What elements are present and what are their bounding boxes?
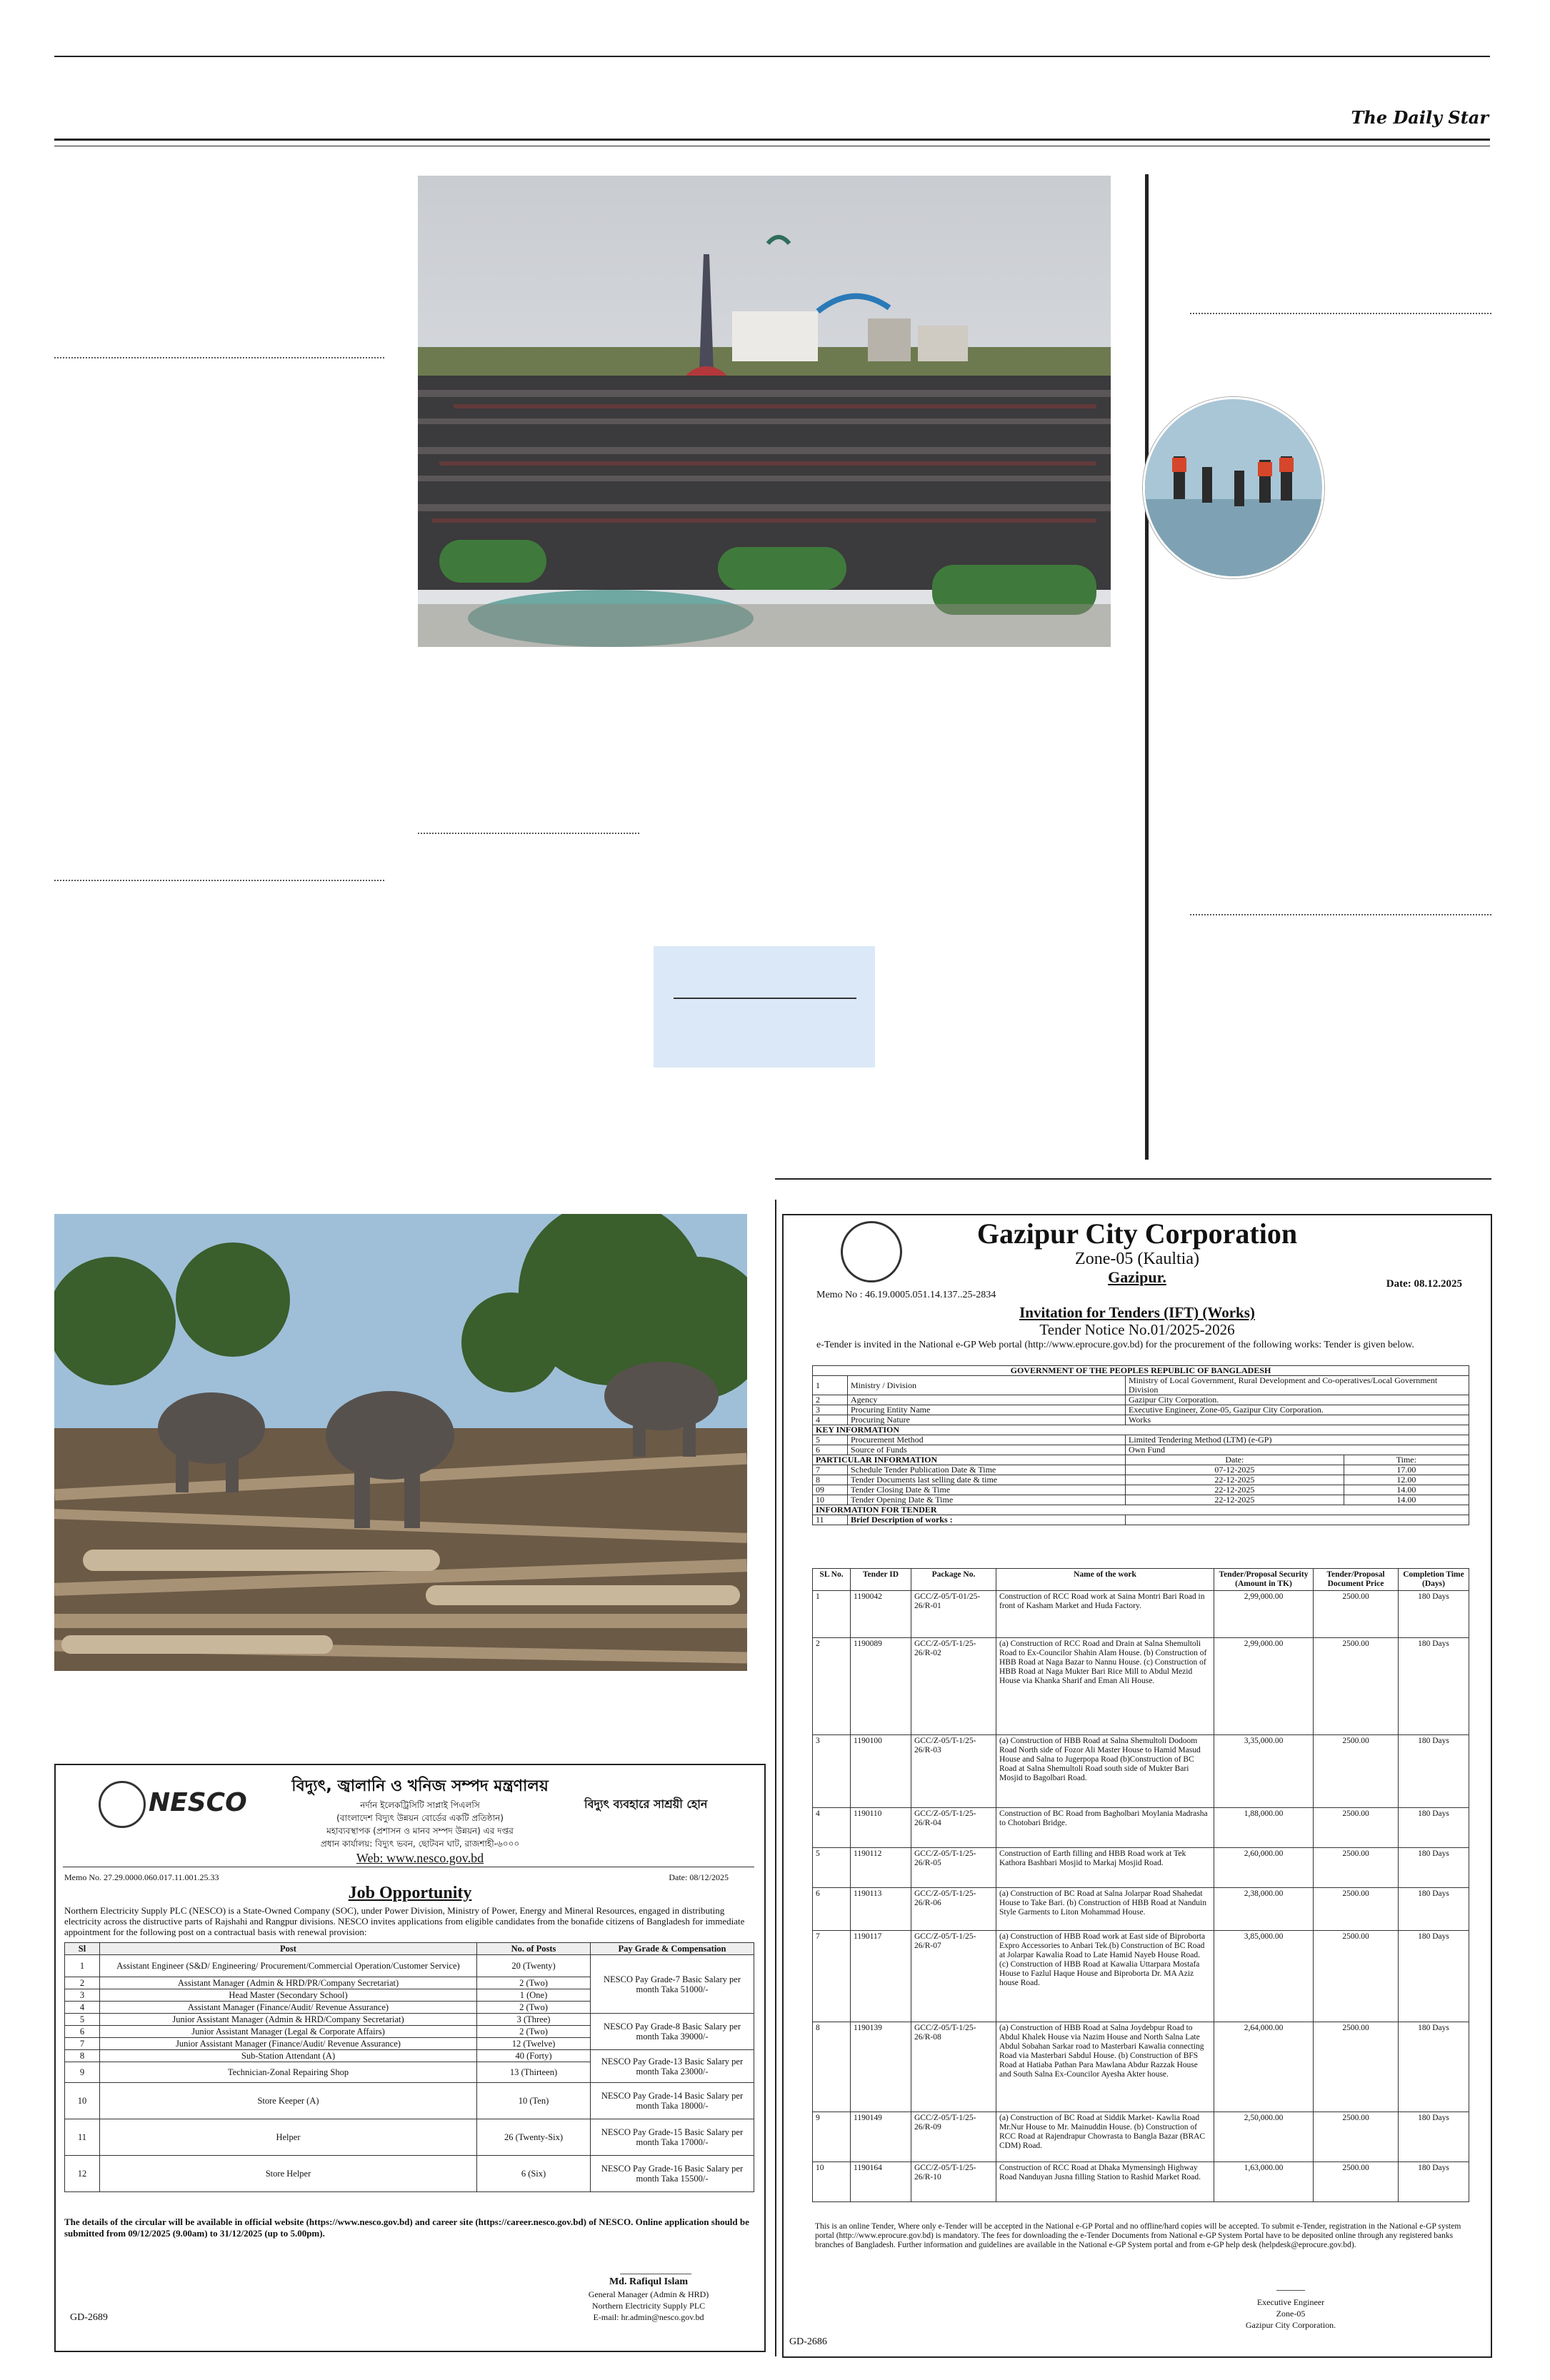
cell: 180 Days [1399, 1888, 1469, 1931]
table-row [813, 1475, 1469, 1485]
table-row [813, 1485, 1469, 1495]
cell: Gazipur City Corporation. [1126, 1395, 1469, 1405]
cell: GCC/Z-05/T-01/25-26/R-01 [911, 1591, 996, 1638]
cell: 3 [65, 1989, 100, 2002]
cell: Store Keeper (A) [100, 2083, 477, 2119]
elephants-logs-image [54, 1214, 747, 1671]
cell: 20 (Twenty) [477, 1955, 591, 1977]
cell: (a) Construction of HBB Road at Salna Shemultoli Dodoom Road North side of Fozor Ali Master House to Hamid Masud House and Salna to Jugerpopa Road (b)Construction of BC Road at Salna Shemultoli Road south side of Mukter Bari Mosjid to Bagolbari Road. [996, 1735, 1214, 1808]
cell: 3,85,000.00 [1214, 1931, 1314, 2022]
cell: 2500.00 [1314, 2022, 1399, 2112]
section-divider [775, 1200, 776, 2356]
cell: Construction of Earth filling and HBB Road work at Tek Kathora Bashbari Mosjid to Markaj Mosjid Road. [996, 1848, 1214, 1888]
cell: 2,60,000.00 [1214, 1848, 1314, 1888]
cell: GCC/Z-05/T-1/25-26/R-10 [911, 2162, 996, 2202]
cell [1126, 1515, 1469, 1525]
section-header: KEY INFORMATION [813, 1425, 1469, 1435]
cell: 6 (Six) [477, 2156, 591, 2192]
cell: Junior Assistant Manager (Legal & Corporate Affairs) [100, 2026, 477, 2038]
cell: 180 Days [1399, 1591, 1469, 1638]
cell: (a) Construction of HBB Road at Salna Joydebpur Road to Abdul Khalek House via Nazim House and North Salna Late Abdul Sobahan Sarkar road to Masterbari Kawalia connecting Road via Masterbari Sabdul House. (b) Construction of BFS Road at Hatiaba Pathan Para Mawlana Abdur Razzak House and South Salna Ex-Councilor Ayesha Akter house. [996, 2022, 1214, 2112]
table-row [813, 1808, 1469, 1848]
nesco-signer-title-1: General Manager (Admin & HRD) [588, 2289, 709, 2299]
cell: 4 [813, 1808, 851, 1848]
gcc-tender-ad [782, 1214, 1492, 2358]
table-row [813, 1445, 1469, 1455]
cell: Own Fund [1126, 1445, 1469, 1455]
gcc-city: Gazipur. [1108, 1268, 1166, 1286]
cell: Ministry of Local Government, Rural Development and Co-operatives/Local Government Division [1126, 1376, 1469, 1395]
cell: 2,64,000.00 [1214, 2022, 1314, 2112]
cell: 180 Days [1399, 1638, 1469, 1735]
cell: Tender Documents last selling date & time [848, 1475, 1126, 1485]
cell: 2 (Two) [477, 2026, 591, 2038]
cell: 10 [813, 2162, 851, 2202]
gcc-notice: Tender Notice No.01/2025-2026 [1039, 1321, 1235, 1338]
cell: 11 [813, 1515, 848, 1525]
info-box-rule [674, 998, 856, 999]
cell: 8 [65, 2050, 100, 2062]
signature [1276, 2269, 1305, 2291]
gov-header: GOVERNMENT OF THE PEOPLES REPUBLIC OF BANGLADESH [813, 1366, 1469, 1376]
cell: 180 Days [1399, 2112, 1469, 2162]
gcc-signer-3: Gazipur City Corporation. [1245, 2320, 1336, 2330]
cell: 12.00 [1344, 1475, 1469, 1485]
cell: 180 Days [1399, 1808, 1469, 1848]
cell: 1,63,000.00 [1214, 2162, 1314, 2202]
gcc-footer: This is an online Tender, Where only e-Tender will be accepted in the National e-GP Portal and no offline/hard copies will be accepted. To submit e-Tender, registration in the National e-GP system portal (http://www.eprocure.gov.bd) is mandatory. The fees for downloading the e-Tender Documents from National e-GP System Portal have to be deposited online through any registered banks branches of Bangladesh. Further information and guidelines are available in the National e-GP System portal and from e-GP help desk (helpdesk@eprocure.gov.bd). [815, 2222, 1461, 2249]
nesco-footer: The details of the circular will be available in official website (https://www.nesco.gov.bd) and career site (https://career.nesco.gov.bd) of NESCO. Online application should be submitted from 09/12/2025 (9.00am) to 31/12/2025 (up to 5.00pm). [64, 2216, 749, 2239]
cell: 3,35,000.00 [1214, 1735, 1314, 1808]
cell: Construction of RCC Road at Dhaka Mymensingh Highway Road Nanduyan Jusna filling Station to Rashid Market Road. [996, 2162, 1214, 2202]
nesco-job-ad [54, 1764, 766, 2352]
col-header: Sl [65, 1943, 100, 1955]
cell: 1 (One) [477, 1989, 591, 2002]
gcc-invitation: Invitation for Tenders (IFT) (Works) [1019, 1304, 1255, 1321]
cell: 1190089 [851, 1638, 911, 1735]
cell: Construction of RCC Road work at Saina Montri Bari Road in front of Kasham Market and Huda Factory. [996, 1591, 1214, 1638]
nesco-signer-email[interactable]: E-mail: hr.admin@nesco.gov.bd [593, 2312, 704, 2322]
cell: 180 Days [1399, 1848, 1469, 1888]
col-header: SL No. [813, 1569, 851, 1591]
table-row [813, 1435, 1469, 1445]
cell: (a) Construction of HBB Road work at East side of Biproborta Expro Accessories to Anbari Tek.(b) Construction of BC Road at Jolarpar Kawalia Road to Late Hamid Nayeb House Road. (c) Construction of HBB Road at Kawalia Uttarpara Mostafa House to Fazlul Haque House and Biproborta Dr. MA Aziz house Road. [996, 1931, 1214, 2022]
cell: 1190042 [851, 1591, 911, 1638]
cell: Tender Closing Date & Time [848, 1485, 1126, 1495]
crowd-plaza-image [418, 176, 1111, 647]
cell: GCC/Z-05/T-1/25-26/R-05 [911, 1848, 996, 1888]
cell: 1 [813, 1376, 848, 1395]
col-header: Post [100, 1943, 477, 1955]
section-rule [775, 1178, 1491, 1180]
cell: 2 [65, 1977, 100, 1989]
gcc-works-table [812, 1568, 1469, 2202]
nesco-logo: NESCO [149, 1788, 247, 1817]
cell: Head Master (Secondary School) [100, 1989, 477, 2002]
table-row [813, 1425, 1469, 1435]
ad-code: GD-2689 [70, 2312, 108, 2323]
table-row [813, 1455, 1469, 1465]
gcc-signer-2: Zone-05 [1276, 2309, 1306, 2319]
cell: 1190149 [851, 2112, 911, 2162]
cell: 2,38,000.00 [1214, 1888, 1314, 1931]
cell: 22-12-2025 [1126, 1475, 1344, 1485]
cell: 7 [65, 2038, 100, 2050]
table-row [65, 2119, 754, 2156]
gcc-intro: e-Tender is invited in the National e-GP Web portal (http://www.eprocure.gov.bd) for the procurement of the following works: Tender is given below. [816, 1340, 1414, 1350]
cell: 1190113 [851, 1888, 911, 1931]
cell: 4 [813, 1415, 848, 1425]
cell: 9 [65, 2062, 100, 2083]
cell: 22-12-2025 [1126, 1495, 1344, 1505]
cell: Tender Opening Date & Time [848, 1495, 1126, 1505]
nesco-logo-seal [99, 1781, 146, 1828]
cell: 2500.00 [1314, 1931, 1399, 2022]
cell: 180 Days [1399, 2022, 1469, 2112]
table-row [813, 1515, 1469, 1525]
cell: Schedule Tender Publication Date & Time [848, 1465, 1126, 1475]
cell: 1190100 [851, 1735, 911, 1808]
table-row [813, 2112, 1469, 2162]
main-photo [418, 176, 1111, 647]
nesco-org-2: (বাংলাদেশ বিদ্যুৎ উন্নয়ন বোর্ডের একটি প্রতিষ্ঠান) [336, 1813, 504, 1823]
section-header: PARTICULAR INFORMATION [813, 1455, 1126, 1465]
cell: 14.00 [1344, 1485, 1469, 1495]
col-header: Tender/Proposal Document Price [1314, 1569, 1399, 1591]
cell: Works [1126, 1415, 1469, 1425]
cell: 2,50,000.00 [1214, 2112, 1314, 2162]
cell: 2 [813, 1638, 851, 1735]
cell: Procurement Method [848, 1435, 1126, 1445]
cell: Brief Description of works : [848, 1515, 1126, 1525]
nesco-post-table [64, 1942, 754, 2192]
cell: NESCO Pay Grade-14 Basic Salary per month Taka 18000/- [591, 2083, 754, 2119]
cell: 180 Days [1399, 1735, 1469, 1808]
info-box [654, 946, 875, 1068]
cell: 2 (Two) [477, 2002, 591, 2014]
separator [54, 357, 384, 358]
cell: 1190110 [851, 1808, 911, 1848]
cell: 14.00 [1344, 1495, 1469, 1505]
cell: 2500.00 [1314, 1808, 1399, 1848]
cell: Assistant Manager (Admin & HRD/PR/Company Secretariat) [100, 1977, 477, 1989]
table-row [813, 1415, 1469, 1425]
cell: Source of Funds [848, 1445, 1126, 1455]
cell: 3 (Three) [477, 2014, 591, 2026]
gcc-memo: Memo No : 46.19.0005.051.14.137..25-2834 [816, 1290, 996, 1300]
nesco-title: Job Opportunity [348, 1884, 472, 1902]
table-row [813, 1735, 1469, 1808]
table-row [813, 1495, 1469, 1505]
cell: NESCO Pay Grade-8 Basic Salary per month Taka 39000/- [591, 2014, 754, 2050]
nesco-memo: Memo No. 27.29.0000.060.017.11.001.25.33 [64, 1872, 219, 1882]
cell: (a) Construction of BC Road at Siddik Market- Kawlia Road Mr.Nur House to Mr. Mainuddin House. (b) Construction of RCC Road at Rajendrapur Chowrasta to Bangla Bazar (BRAC CDM) Road. [996, 2112, 1214, 2162]
cell: 2500.00 [1314, 1638, 1399, 1735]
gcc-zone: Zone-05 (Kaultia) [1075, 1250, 1199, 1268]
cell: Construction of BC Road from Bagholbari Moylania Madrasha to Chotobari Bridge. [996, 1808, 1214, 1848]
cell: 2,99,000.00 [1214, 1591, 1314, 1638]
cell: Assistant Manager (Finance/Audit/ Revenue Assurance) [100, 2002, 477, 2014]
table-row [65, 2156, 754, 2192]
cell: 5 [813, 1848, 851, 1888]
table-row [813, 1931, 1469, 2022]
inset-photo [1143, 397, 1324, 578]
cell: 13 (Thirteen) [477, 2062, 591, 2083]
col-header: No. of Posts [477, 1943, 591, 1955]
cell: (a) Construction of RCC Road and Drain at Salna Shemultoli Road to Ex-Councilor Shahin Alam House. (b) Construction of HBB Road at Naga Bazar to Nannu House. (c) Construction of HBB Road at Naga Mukter Bari Rice Mill to Abdul Mezid House via Khanka Sharif and Eman Ali House. [996, 1638, 1214, 1735]
masthead-rule-1 [54, 139, 1490, 141]
table-row [813, 1591, 1469, 1638]
cell: GCC/Z-05/T-1/25-26/R-09 [911, 2112, 996, 2162]
cell: 6 [813, 1888, 851, 1931]
col-header: Tender/Proposal Security (Amount in TK) [1214, 1569, 1314, 1591]
cell: 2 (Two) [477, 1977, 591, 1989]
table-row [65, 2050, 754, 2062]
cell: GCC/Z-05/T-1/25-26/R-04 [911, 1808, 996, 1848]
separator [1190, 914, 1491, 915]
cell: 1 [813, 1591, 851, 1638]
cell: 2,99,000.00 [1214, 1638, 1314, 1735]
cell: 1190164 [851, 2162, 911, 2202]
cell: Store Helper [100, 2156, 477, 2192]
cell: Limited Tendering Method (LTM) (e-GP) [1126, 1435, 1469, 1445]
cell: 4 [65, 2002, 100, 2014]
cell: 1190112 [851, 1848, 911, 1888]
cell: 7 [813, 1931, 851, 2022]
separator [54, 880, 384, 881]
nesco-org-4: প্রধান কার্যালয়: বিদ্যুৎ ভবন, ছোটবন ঘাট, রাজশাহী-৬০০০ [320, 1839, 520, 1849]
cell: Procuring Entity Name [848, 1405, 1126, 1415]
gcc-date: Date: 08.12.2025 [1386, 1278, 1462, 1290]
cell: 2500.00 [1314, 1848, 1399, 1888]
cell: Assistant Engineer (S&D/ Engineering/ Procurement/Commercial Operation/Customer Service) [100, 1955, 477, 1977]
cell: 09 [813, 1485, 848, 1495]
cell: Helper [100, 2119, 477, 2156]
cell: Sub-Station Attendant (A) [100, 2050, 477, 2062]
cell: 8 [813, 2022, 851, 2112]
cell: Ministry / Division [848, 1376, 1126, 1395]
cell: 7 [813, 1465, 848, 1475]
cell: Technician-Zonal Repairing Shop [100, 2062, 477, 2083]
top-rule [54, 56, 1490, 57]
cell: 1 [65, 1955, 100, 1977]
elephant-photo [54, 1214, 747, 1671]
cell: 6 [813, 1445, 848, 1455]
table-row [813, 1465, 1469, 1475]
gcc-signer-1: Executive Engineer [1256, 2297, 1325, 2307]
table-row [65, 1955, 754, 1977]
nesco-intro: Northern Electricity Supply PLC (NESCO) is a State-Owned Company (SOC), under Power Division, Ministry of Power, Energy and Mineral Resources, engaged in distributing electricity across the distructive parts of Rajshahi and Rangpur divisions. NESCO invites applications from eligible candidates from the bonafide citizens of Bangladesh for immediate appointment for the following post on a contractual basis with renewal provision: [64, 1905, 745, 1937]
cell: Executive Engineer, Zone-05, Gazipur City Corporation. [1126, 1405, 1469, 1415]
cell: 8 [813, 1475, 848, 1485]
cell: 12 [65, 2156, 100, 2192]
signature [620, 2245, 691, 2274]
time-header: Time: [1344, 1455, 1469, 1465]
cell: NESCO Pay Grade-16 Basic Salary per month Taka 15500/- [591, 2156, 754, 2192]
nesco-date: Date: 08/12/2025 [669, 1872, 729, 1882]
cell: Agency [848, 1395, 1126, 1405]
col-header: Package No. [911, 1569, 996, 1591]
col-header: Pay Grade & Compensation [591, 1943, 754, 1955]
table-row [813, 1505, 1469, 1515]
cell: 5 [813, 1435, 848, 1445]
table-row [813, 2022, 1469, 2112]
table-row [813, 1888, 1469, 1931]
separator [1190, 313, 1491, 314]
gcc-info-table [812, 1365, 1469, 1525]
cell: Junior Assistant Manager (Finance/Audit/ Revenue Assurance) [100, 2038, 477, 2050]
cell: GCC/Z-05/T-1/25-26/R-08 [911, 2022, 996, 2112]
table-row [813, 1395, 1469, 1405]
cell: 2500.00 [1314, 2112, 1399, 2162]
table-row [65, 2083, 754, 2119]
cell: 9 [813, 2112, 851, 2162]
cell: 3 [813, 1735, 851, 1808]
cell: 3 [813, 1405, 848, 1415]
col-header: Completion Time (Days) [1399, 1569, 1469, 1591]
nesco-ministry: বিদ্যুৎ, জ্বালানি ও খনিজ সম্পদ মন্ত্রণালয় [291, 1777, 549, 1795]
cell: GCC/Z-05/T-1/25-26/R-02 [911, 1638, 996, 1735]
table-row [813, 2162, 1469, 2202]
table-row [813, 1376, 1469, 1395]
col-header: Name of the work [996, 1569, 1214, 1591]
cell: 22-12-2025 [1126, 1485, 1344, 1495]
cell: 1190139 [851, 2022, 911, 2112]
cell: 12 (Twelve) [477, 2038, 591, 2050]
cell: 180 Days [1399, 2162, 1469, 2202]
people-in-water-image [1145, 399, 1322, 576]
table-row [813, 1638, 1469, 1735]
cell: 2500.00 [1314, 1735, 1399, 1808]
cell: NESCO Pay Grade-13 Basic Salary per month Taka 23000/- [591, 2050, 754, 2083]
cell: (a) Construction of BC Road at Salna Jolarpar Road Shahedat House to Take Bari. (b) Construction of HBB Road at Nanduin Style Garments to Liton Mohammad House. [996, 1888, 1214, 1931]
cell: GCC/Z-05/T-1/25-26/R-06 [911, 1888, 996, 1931]
section-header: INFORMATION FOR TENDER [813, 1505, 1469, 1515]
cell: 17.00 [1344, 1465, 1469, 1475]
separator [418, 833, 639, 834]
nesco-signer-title-2: Northern Electricity Supply PLC [591, 2301, 706, 2311]
cell: 180 Days [1399, 1931, 1469, 2022]
cell: 11 [65, 2119, 100, 2156]
cell: Junior Assistant Manager (Admin & HRD/Company Secretariat) [100, 2014, 477, 2026]
cell: 26 (Twenty-Six) [477, 2119, 591, 2156]
table-row [813, 1366, 1469, 1376]
nesco-signer: Md. Rafiqul Islam [609, 2276, 689, 2287]
nesco-web[interactable]: Web: www.nesco.gov.bd [356, 1851, 484, 1865]
col-header: Tender ID [851, 1569, 911, 1591]
table-row [65, 2014, 754, 2026]
cell: 40 (Forty) [477, 2050, 591, 2062]
cell: GCC/Z-05/T-1/25-26/R-03 [911, 1735, 996, 1808]
nesco-org-1: নর্দান ইলেকট্রিসিটি সাপ্লাই পিএলসি [360, 1800, 480, 1810]
cell: 07-12-2025 [1126, 1465, 1344, 1475]
table-row [813, 1405, 1469, 1415]
ad-code: GD-2686 [789, 2336, 827, 2347]
column-divider [1145, 174, 1149, 1160]
cell: 6 [65, 2026, 100, 2038]
cell: GCC/Z-05/T-1/25-26/R-07 [911, 1931, 996, 2022]
cell: 10 (Ten) [477, 2083, 591, 2119]
cell: NESCO Pay Grade-7 Basic Salary per month Taka 51000/- [591, 1955, 754, 2014]
table-row [813, 1848, 1469, 1888]
cell: 2500.00 [1314, 2162, 1399, 2202]
cell: 1,88,000.00 [1214, 1808, 1314, 1848]
cell: 2 [813, 1395, 848, 1405]
cell: 1190117 [851, 1931, 911, 2022]
date-header: Date: [1126, 1455, 1344, 1465]
cell: 10 [813, 1495, 848, 1505]
nesco-slogan: বিদ্যুৎ ব্যবহারে সাশ্রয়ী হোন [584, 1797, 708, 1811]
nesco-org-3: মহাব্যবস্থাপক (প্রশাসন ও মানব সম্পদ উন্নয়ন) এর দপ্তর [326, 1826, 514, 1836]
cell: 10 [65, 2083, 100, 2119]
cell: 5 [65, 2014, 100, 2026]
cell: Procuring Nature [848, 1415, 1126, 1425]
cell: 2500.00 [1314, 1888, 1399, 1931]
masthead-brand: The Daily Star [1351, 107, 1489, 128]
cell: NESCO Pay Grade-15 Basic Salary per month Taka 17000/- [591, 2119, 754, 2156]
cell: 2500.00 [1314, 1591, 1399, 1638]
gcc-title: Gazipur City Corporation [976, 1217, 1298, 1250]
